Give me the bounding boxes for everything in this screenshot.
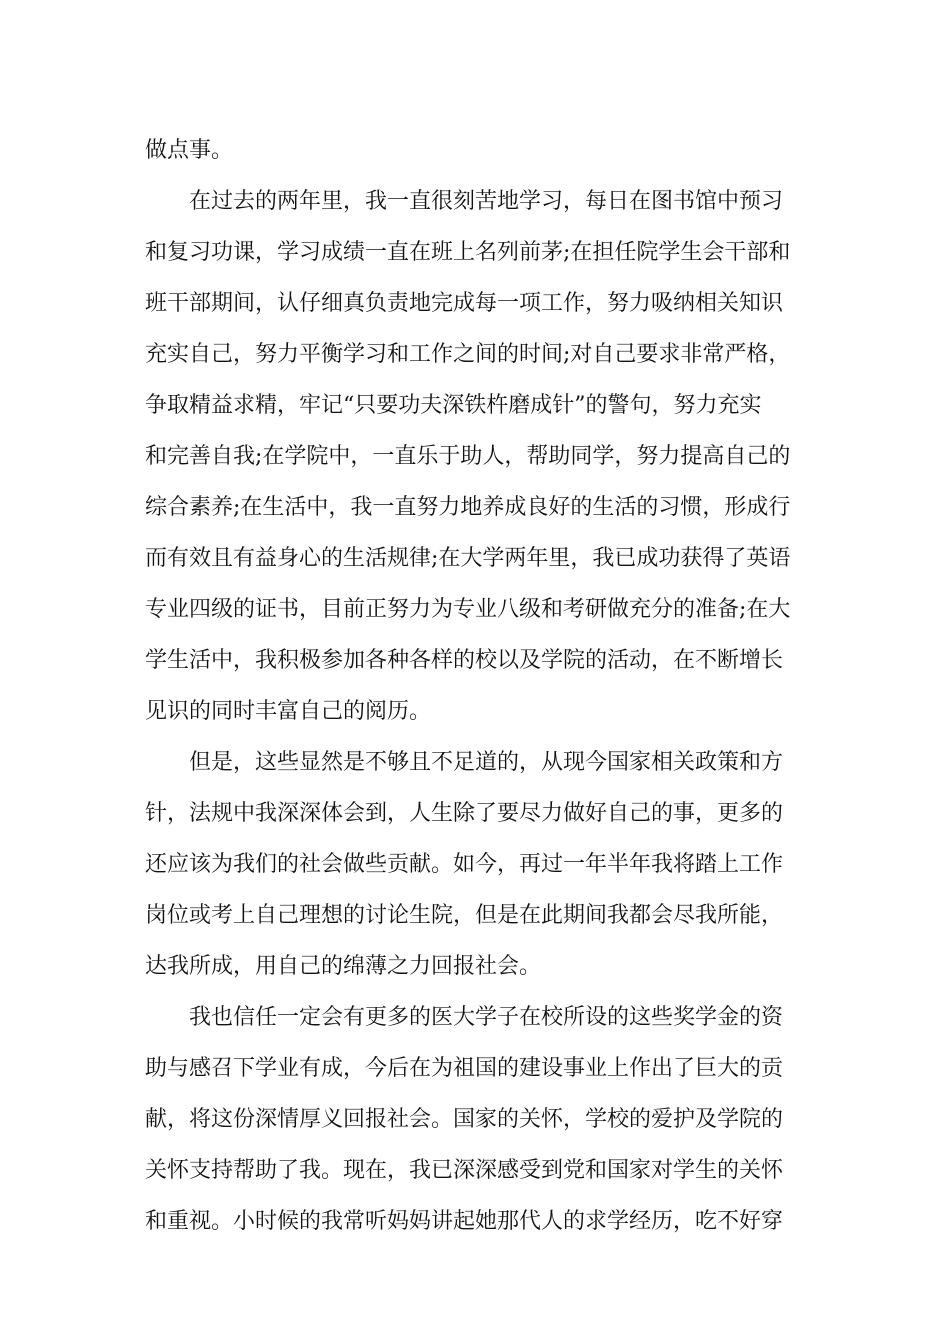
text-line: 专业四级的证书，目前正努力为专业八级和考研做充分的准备;在大 [145, 597, 791, 622]
text-line: 见识的同时丰富自己的阅历。 [145, 699, 432, 724]
text-line: 献，将这份深情厚义回报社会。国家的关怀，学校的爱护及学院的 [145, 1107, 784, 1132]
text-line: 学生活中，我积极参加各种各样的校以及学院的活动，在不断增长 [145, 648, 784, 673]
text-line: 岗位或考上自己理想的讨论生院，但是在此期间我都会尽我所能， [145, 903, 784, 928]
text-line: 针，法规中我深深体会到，人生除了要尽力做好自己的事，更多的 [145, 801, 784, 826]
text-line: 班干部期间，认仔细真负责地完成每一项工作，努力吸纳相关知识 [145, 291, 784, 316]
text-line: 和重视。小时候的我常听妈妈讲起她那代人的求学经历，吃不好穿 [145, 1209, 784, 1234]
paragraph-first-line: 在过去的两年里，我一直很刻苦地学习，每日在图书馆中预习 [189, 189, 784, 214]
text-line: 还应该为我们的社会做些贡献。如今，再过一年半年我将踏上工作 [145, 852, 784, 877]
text-line: 争取精益求精，牢记“只要功夫深铁杵磨成针”的警句，努力充实 [145, 393, 762, 418]
text-line: 而有效且有益身心的生活规律;在大学两年里，我已成功获得了英语 [145, 546, 791, 571]
paragraph-first-line: 但是，这些显然是不够且不足道的，从现今国家相关政策和方 [189, 750, 784, 775]
text-line: 充实自己，努力平衡学习和工作之间的时间;对自己要求非常严格， [145, 342, 791, 367]
text-line: 做点事。 [145, 138, 234, 163]
text-line: 达我所成，用自己的绵薄之力回报社会。 [145, 954, 542, 979]
text-line: 助与感召下学业有成，今后在为祖国的建设事业上作出了巨大的贡 [145, 1056, 784, 1081]
body-text [145, 125, 810, 1247]
paragraph-first-line: 我也信任一定会有更多的医大学子在校所设的这些奖学金的资 [189, 1005, 784, 1030]
text-line: 综合素养;在生活中，我一直努力地养成良好的生活的习惯，形成行 [145, 495, 791, 520]
text-line: 关怀支持帮助了我。现在，我已深深感受到党和国家对学生的关怀 [145, 1158, 784, 1183]
text-line: 和复习功课，学习成绩一直在班上名列前茅;在担任院学生会干部和 [145, 240, 791, 265]
text-line: 和完善自我;在学院中，一直乐于助人，帮助同学，努力提高自己的 [145, 444, 791, 469]
